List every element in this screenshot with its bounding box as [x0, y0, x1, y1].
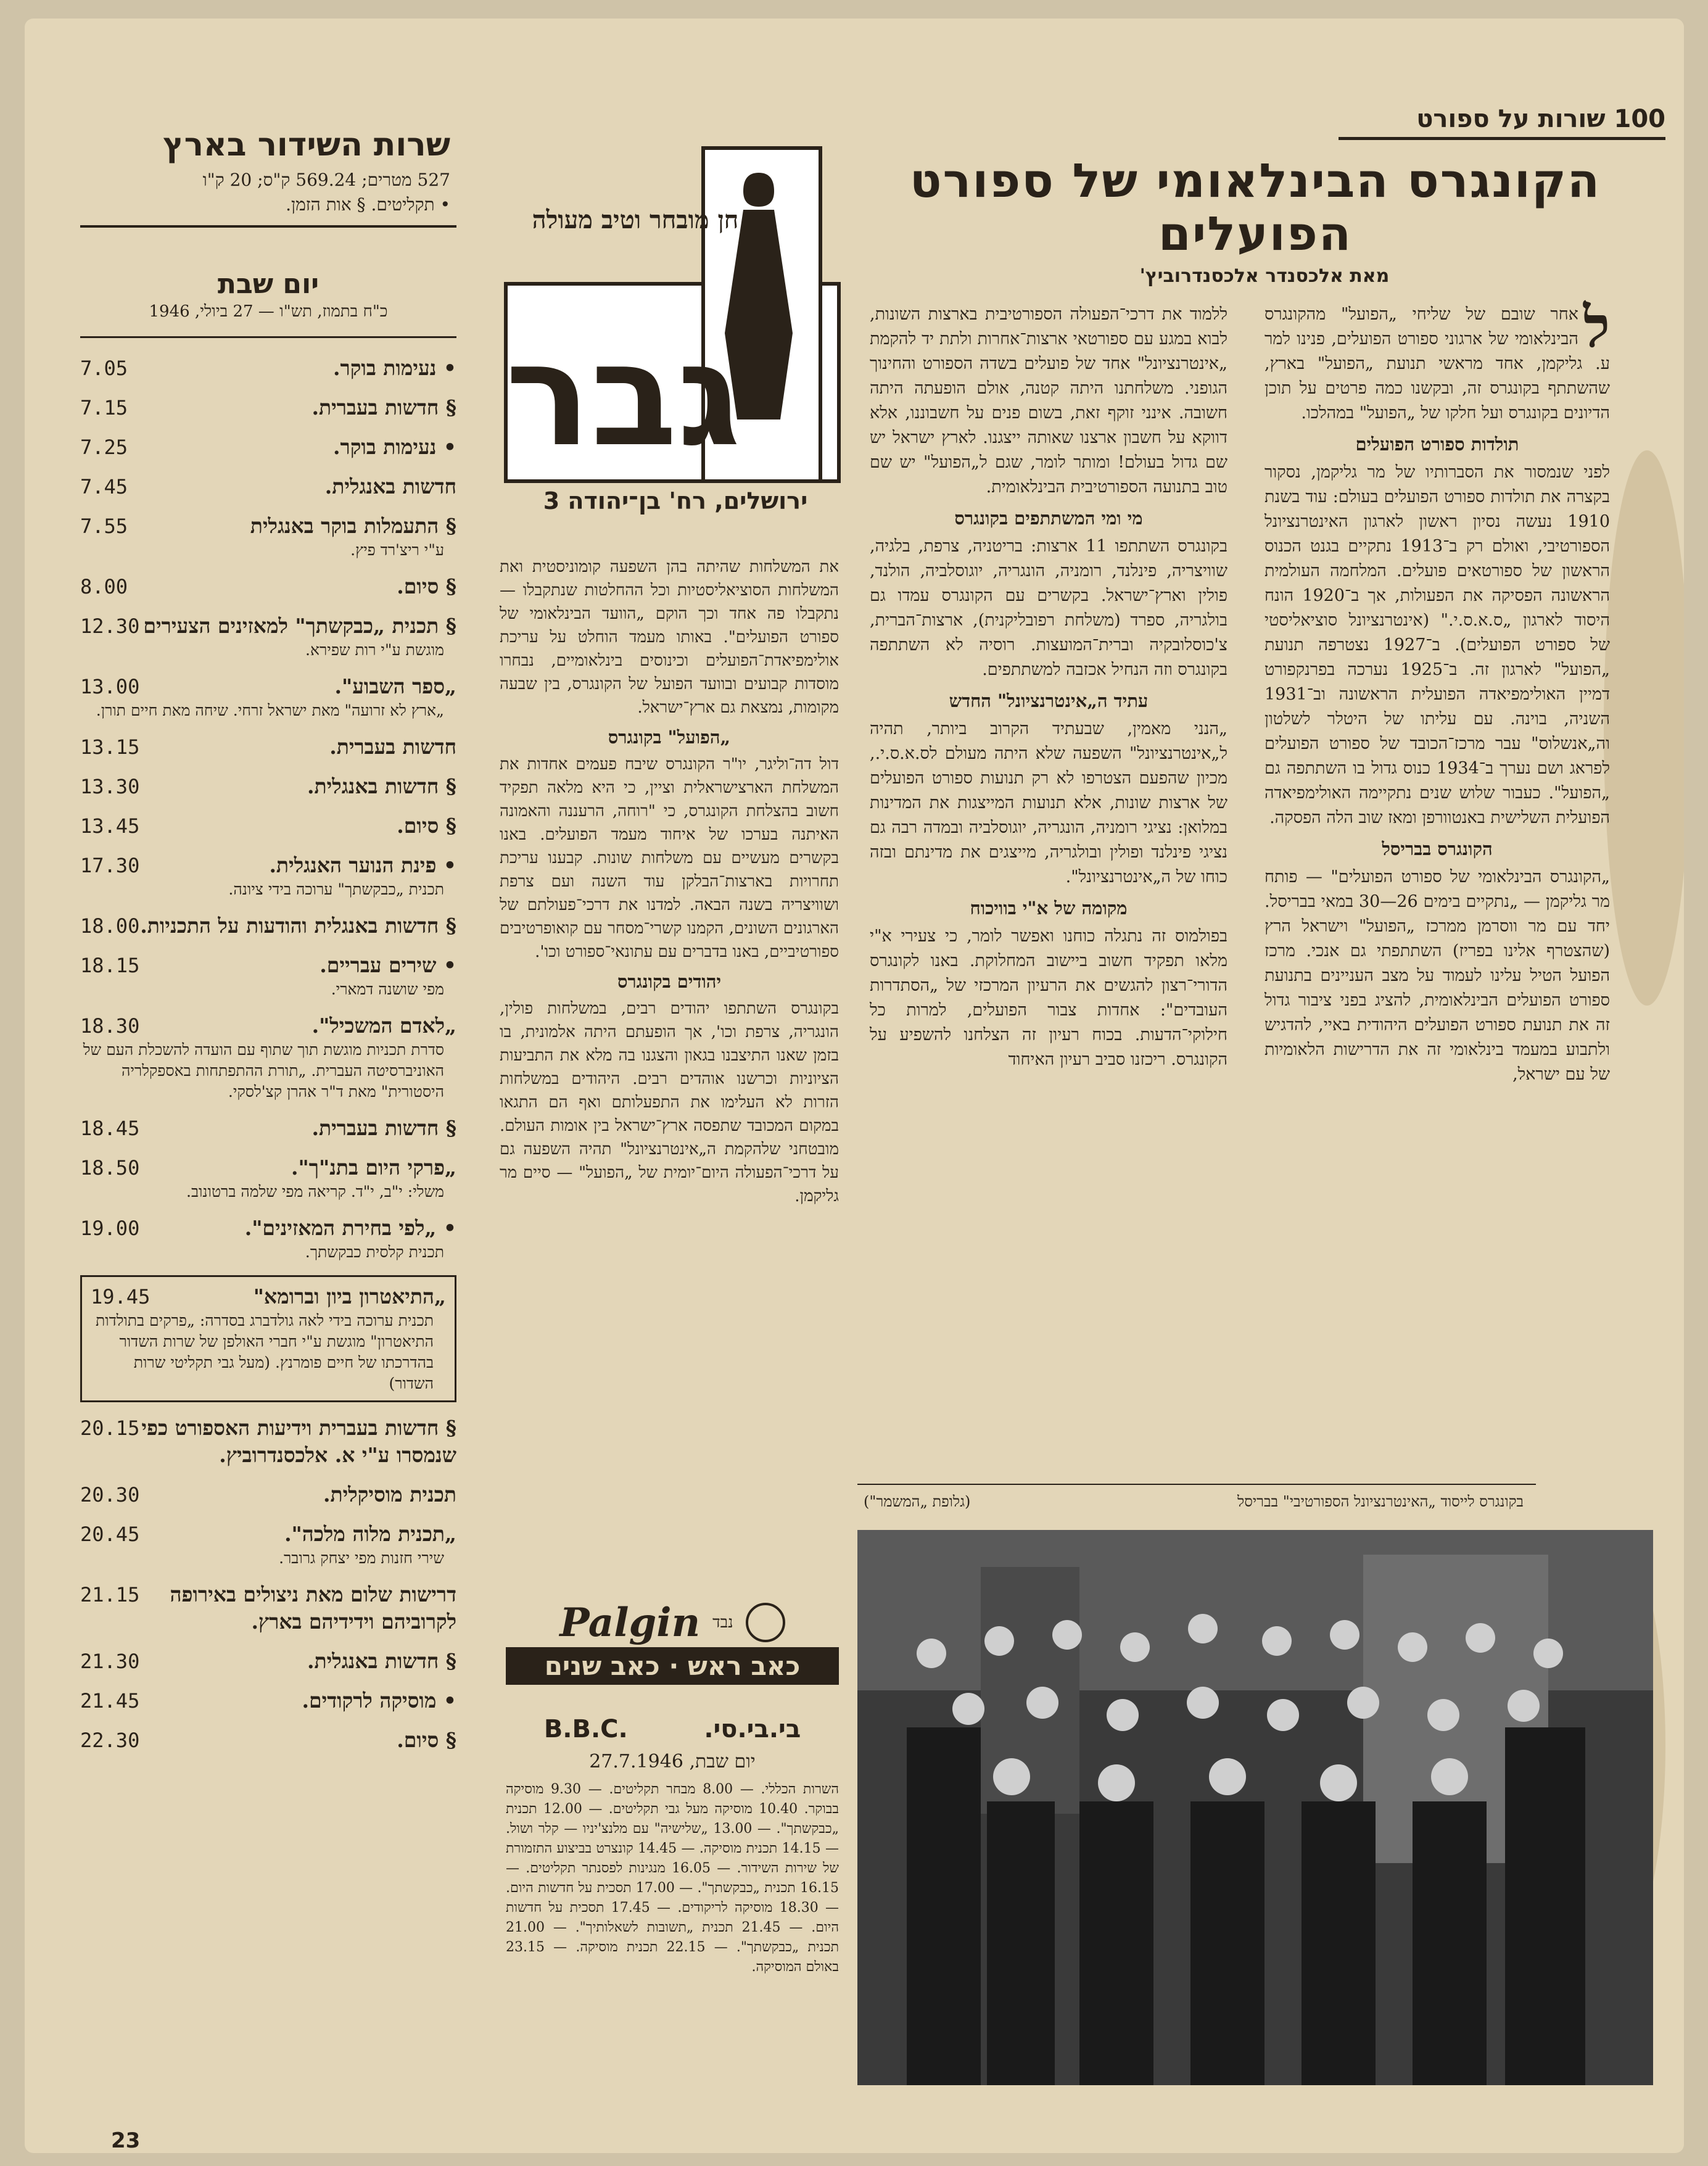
schedule-item	[80, 1581, 456, 1635]
schedule-item-title: • נעימות בוקר.	[333, 435, 456, 459]
schedule-item-time: 13.45	[80, 814, 140, 838]
schedule-item	[80, 1521, 456, 1569]
schedule-item-main	[80, 912, 456, 940]
subheading: הקונגרס בבריסל	[1382, 838, 1493, 859]
schedule-item-main	[80, 1415, 456, 1469]
schedule-item-title: § סיום.	[397, 814, 456, 838]
schedule-item-note: „ארץ לא זרועה" מאת ישראל זרחי. שיחה מאת חיים תורן.	[96, 701, 444, 719]
schedule-item	[80, 1648, 456, 1675]
schedule-item-time: 8.00	[80, 575, 128, 598]
radio-legend: • תקליטים. § אות הזמן.	[286, 194, 450, 215]
ad-artwork	[500, 136, 845, 487]
bbc-schedule	[506, 1715, 839, 1977]
schedule-item-main	[80, 673, 456, 700]
schedule-item	[80, 734, 456, 761]
schedule-item-main	[80, 473, 456, 500]
radio-day: יום שבת	[217, 268, 320, 300]
radio-frequency: 527 מטרים; 569.24 ק"ס; 20 ק"ו	[202, 170, 450, 190]
palgin-logo: Palgin	[559, 1599, 701, 1646]
schedule-item	[80, 355, 456, 382]
schedule-item-title: „פרקי היום בתנ"ך".	[291, 1155, 456, 1180]
schedule-item-main	[80, 1481, 456, 1508]
schedule-item-main	[80, 613, 456, 640]
palgin-hebrew-name: נבד	[712, 1613, 733, 1632]
divider	[80, 336, 456, 338]
schedule-item-time: 20.45	[80, 1523, 140, 1546]
schedule-item-title: דרישות שלום מאת ניצולים באירופה לקרוביהם וידידיהם בארץ.	[170, 1582, 456, 1634]
drop-cap: ל	[1583, 294, 1610, 360]
schedule-item-time: 19.45	[91, 1285, 151, 1308]
schedule-item-main	[80, 1687, 456, 1714]
schedule-item-note: מפי שושנה דמארי.	[331, 980, 444, 998]
schedule-item	[80, 912, 456, 940]
schedule-item-title: § חדשות באנגלית והודעות על התכניות.	[140, 914, 456, 938]
schedule-item-title: „התיאטרון ביון וברומא"	[253, 1284, 446, 1308]
schedule-item-main	[80, 394, 456, 421]
schedule-item-title: חדשות בעברית.	[329, 735, 456, 759]
schedule-item-time: 18.30	[80, 1014, 140, 1038]
schedule-item	[80, 673, 456, 721]
schedule-item	[80, 1415, 456, 1469]
schedule-item-main	[80, 812, 456, 840]
group-photo-image	[857, 1530, 1653, 2085]
schedule-item-main	[80, 434, 456, 461]
schedule-item-time: 20.30	[80, 1483, 140, 1507]
schedule-item	[80, 1012, 456, 1102]
article-byline: מאת אלכסנדר אלכסנדרוביץ'	[1139, 265, 1390, 287]
schedule-item-time: 22.30	[80, 1729, 140, 1752]
schedule-item-time: 12.30	[80, 614, 140, 638]
schedule-item-note: משלי: י"ב, י"ד. קריאה מפי שלמה ברטונוב.	[186, 1183, 444, 1201]
ad-address: ירושלים, רח' בן־יהודה 3	[543, 487, 808, 515]
schedule-item-main	[80, 1215, 456, 1242]
ad-slogan: חן מובחר וטיב מעולה	[532, 205, 739, 234]
schedule-item-time: 18.00	[80, 914, 140, 938]
schedule-item-main	[80, 1581, 456, 1635]
schedule-item-time: 21.30	[80, 1650, 140, 1673]
schedule-item-title: תכנית מוסיקלית.	[323, 1482, 456, 1507]
schedule-item-title: § סיום.	[397, 1728, 456, 1752]
schedule-item-time: 7.45	[80, 475, 128, 498]
schedule-item-time: 17.30	[80, 854, 140, 877]
bbc-title-hebrew: בי.בי.סי.	[704, 1715, 801, 1743]
schedule-item-note: תכנית „כבקשתך" ערוכה בידי ציונה.	[228, 880, 444, 898]
section-kicker: 100 שורות על ספורט	[1339, 105, 1665, 140]
photo-caption	[864, 1493, 1524, 1511]
schedule-item-title: § חדשות בעברית.	[311, 1116, 456, 1140]
schedule-item-note: ע"י ריצ'רד פיץ.	[350, 541, 444, 559]
paragraph: לפני שנמסור את הסברותיו של מר גליקמן, נסקור בקצרה את תולדות ספורט הפועלים בעולם: עוד בשנת 1910 נעשה נסיון ראשון לארגון האינטרנציונל הספורטיבי, ואולם רק ב־1913 נתקיים בגנט הכנוס הראשון של ספורטאים פועלים. המלחמה העולמית הראשונה הפסיקה את הפעולות, אך ב־1920 הונח היסוד לארגון „ס.א.ס.י." (אינטרנציונל סוציאליסטי של ספורט הפועלים). ב־1927 נצטרפה תנועת „הפועל" לארגון זה. ב־1925 נערכה בפרנקפורט דמיין האולימפיאדה הפועלית הראשונה וב־1931 השניה, בוינה. עם עליתו של היטלר לשלטון וה„אנשלוס" עבר מרכז־הכובד של ספורט הפועלים לפראג ושם נערך ב־1934 כנוס גדול בו השתתפה גם „הפועל". כעבור שלוש שנים נתקיימה האולימפיאדה הפועלית השלישית באנטוורפן ומאז שוב הלה הפסקה.	[1264, 463, 1611, 827]
article-headline	[845, 154, 1665, 260]
subheading: עתיד ה„אינטרנציונל" החדש	[949, 690, 1149, 711]
schedule-item-time: 21.45	[80, 1689, 140, 1713]
divider	[857, 1484, 1536, 1485]
schedule-item-title: „לאדם המשכיל".	[311, 1014, 456, 1038]
headline-line-2: הפועלים	[1158, 206, 1353, 261]
palgin-advertisement	[506, 1598, 839, 1690]
bbc-body: השרות הכללי. — 8.00 מבחר תקליטים. — 9.30 מוסיקה בבוקר. 10.40 מוסיקה מעל גבי תקליטים. — 12.00 תכנית „כבקשתך". — 13.00 „שלישיה" עם מלנצ'יניו — קלר ושול. — 14.15 תכנית מוסיקה. — 14.45 קונצרט בביצוע התזמורת של שירות השידור. — 16.05 מנגינות לפסנתר תקליטים. — 16.15 תכנית „כבקשתך". — 17.00 תסכית על חדשות היום. — 18.30 מוסיקה לריקודים. — 17.45 תסכית על חדשות היום. — 21.45 תכנית „תשובות לשאלותיך". — 21.00 תכנית „כבקשתך". — 22.15 תכנית מוסיקה. — 23.15 באולם המוסיקה.	[506, 1782, 840, 1975]
palgin-slogan: כאב ראש · כאב שנים	[506, 1647, 839, 1685]
schedule-item-title: • נעימות בוקר.	[333, 356, 456, 380]
bbc-date: יום שבת, 27.7.1946	[589, 1751, 756, 1772]
schedule-item-time: 18.15	[80, 954, 140, 977]
schedule-item-main	[80, 1012, 456, 1040]
schedule-item-title: § התעמלות בוקר באנגלית	[250, 514, 456, 538]
schedule-item-title: • פינת הנוער האנגלית.	[269, 853, 456, 877]
schedule-item-title: • שירים עבריים.	[320, 953, 456, 977]
radio-date: כ"ח בתמוז, תש"ו — 27 ביולי, 1946	[149, 302, 388, 321]
schedule-item-main	[80, 1727, 456, 1754]
schedule-item-main	[80, 513, 456, 540]
magazine-page	[25, 19, 1684, 2153]
schedule-item-time: 20.15	[80, 1416, 140, 1440]
schedule-item-note: סדרת תכניות מוגשת תוך שתוף עם הועדה להשכלת העם של האוניברסיטה העברית. „תורת ההתפתחות באספקלריה היסטורית" מאת ד"ר אהרן קצ'לסקי.	[83, 1041, 444, 1101]
schedule-item-main	[80, 734, 456, 761]
schedule-item	[80, 1154, 456, 1202]
caption-text: בקונגרס לייסוד „האינטרנציונל הספורטיבי" בבריסל	[1237, 1493, 1524, 1510]
schedule-item-note: שירי חזנות מפי יצחק גרובר.	[279, 1549, 444, 1567]
schedule-item-title: § סיום.	[397, 574, 456, 598]
schedule-item	[80, 613, 456, 661]
schedule-item-title: § חדשות באנגלית.	[307, 774, 456, 798]
schedule-item-time: 18.45	[80, 1117, 140, 1140]
schedule-item-time: 13.00	[80, 675, 140, 698]
schedule-item	[80, 573, 456, 600]
paragraph: בקונגרס השתתפו 11 ארצות: בריטניה, צרפת, בלגיה, שוויצריה, פינלנד, רומניה, הונגריה, יוגוסלביה, הולנד, פולין וארץ־ישראל. בקשרים עם הקונגרס עמדו גם בולגריה, ספרד (משלחת רפובליקנית), ארצות־הברית, צ'כוסלובקיה וברית־המועצות. רוסיה לא השתתפה בקונגרס וזה הנחיל אכזבה למשתתפים.	[870, 537, 1227, 679]
schedule-item-main	[80, 773, 456, 800]
schedule-item-main	[80, 1648, 456, 1675]
paragraph: בקונגרס השתתפו יהודים רבים, במשלחות פולין, הונגריה, צרפת וכו', אך הופעתם היתה אלמונית, בו בזמן שאנו התיצבנו בגאון והצגנו בה מלא את התביעות הציוניות וכרשנו אוהדים רבים. היהודים במשלחות הזרות לא העלימו את התפעלותם ואף הם התגאו במקום המכובד שתפסה ארץ־ישראל בין אומות העולם. מובטחני שלהקמת ה„אינטרנציונל" תהיה השפעה גם על דרכי־הפעולה היום־יומית של „הפועל" — סיים מר גליקמן.	[500, 999, 839, 1205]
schedule-item-time: 19.00	[80, 1217, 140, 1240]
schedule-item-note: מוגשת ע"י רות שפירא.	[305, 641, 444, 659]
page-number: 23	[111, 2128, 141, 2153]
schedule-item-title: • „לפי בחירת המאזינים".	[244, 1216, 456, 1240]
schedule-item-main	[80, 852, 456, 879]
schedule-item-time: 21.15	[80, 1583, 140, 1606]
radio-schedule-list	[80, 355, 456, 1766]
page-stain	[1604, 450, 1684, 1006]
schedule-item-note: תכנית קלסית כבקשתך.	[305, 1243, 444, 1261]
bbc-title-latin: B.B.C.	[543, 1715, 628, 1743]
schedule-item-title: § תכנית „כבקשתך" למאזינים הצעירים	[143, 614, 456, 638]
subheading: יהודים בקונגרס	[617, 971, 722, 992]
schedule-item-main	[80, 1115, 456, 1142]
ad-brand: גבר	[505, 313, 741, 478]
subheading: תולדות ספורט הפועלים	[1355, 434, 1519, 455]
article-column-2	[870, 302, 1227, 1077]
schedule-item	[80, 1687, 456, 1714]
schedule-item-main	[91, 1283, 446, 1310]
headline-line-1: הקונגרס הבינלאומי של ספורט	[909, 153, 1601, 208]
article-column-1	[1264, 294, 1611, 1092]
paragraph: אחר שובם של שליחי „הפועל" מהקונגרס הבינלאומי של ארגוני ספורט הפועלים, פנינו למר ע. גליקמן, אחד מראשי תנועת „הפועל" בארץ, שהשתתף בקונגרס זה, ובקשנו כמה פרטים על תוכן הדיונים בקונגרס ועל חלקו של „הפועל" במהלכו.	[1264, 305, 1610, 423]
group-photo	[857, 1530, 1653, 2085]
radio-section-title: שרות השידור בארץ	[163, 126, 450, 163]
schedule-item	[80, 513, 456, 561]
schedule-item-title: „תכנית מלוה מלכה".	[284, 1522, 456, 1546]
schedule-item-main	[80, 1521, 456, 1548]
paragraph: דול דה־וליגר, יו"ר הקונגרס שיבח פעמים אחדות את המשלחת הארצישראלית וציין, כי היא מלאה תפקיד חשוב בהצלחת הקונגרס, כי "רוחה, הרעננה והאמונה האיתנה בערכו של איחוד מעמד הפועלים. באנו בקשרים מעשיים עם משלחות שונות. קבענו עריכת תחרויות בארצות־הבלקן עוד השנה ועם צרפת ושוויצריה בשנה הבאה. למדנו את דרכי־פעולתם של הארגונים השונים, הקמנו קשרי־מסחר עם קואופרטיבים ספורטיביים, באנו בדברים עם עתונאי־ספורט וכו'.	[500, 755, 839, 961]
caption-credit: (גלופת „המשמר")	[864, 1493, 971, 1510]
schedule-item-time: 13.30	[80, 775, 140, 798]
schedule-item-time: 7.05	[80, 357, 128, 380]
paragraph: את המשלחות שהיתה בהן השפעה קומוניסטית ואת המשלחות הסוציאליסטיות וכל ההחלטות שנתקבלו — נתקבלו פה אחד וכך הוקם „הוועד הבינלאומי של ספורט הפועלים". באותו מעמד הוחלט על עריכת אולימפיאדת־הפועלים וכינוסים בינלאומיים, נבחרו מוסדות קבועים ובוועד הפועל של הקונגרס, בין שבעה מקומות, נמצאת גם ארץ־ישראל.	[500, 558, 839, 717]
schedule-item-title: § חדשות באנגלית.	[307, 1649, 456, 1673]
schedule-item-title: חדשות באנגלית.	[324, 474, 456, 498]
schedule-item-main	[80, 1154, 456, 1181]
schedule-item-time: 7.15	[80, 396, 128, 420]
schedule-item	[80, 1275, 456, 1402]
palgin-seal-icon	[746, 1603, 785, 1642]
schedule-item	[80, 434, 456, 461]
schedule-item-time: 7.55	[80, 515, 128, 538]
schedule-item	[80, 812, 456, 840]
subheading: מי ומי המשתתפים בקונגרס	[954, 508, 1143, 529]
schedule-item	[80, 852, 456, 900]
schedule-item	[80, 1727, 456, 1754]
schedule-item	[80, 394, 456, 421]
paragraph: „הקונגרס הבינלאומי של ספורט הפועלים" — פותח מר גליקמן — „נתקיים בימים 26—30 במאי בבריסל. יחד עם מר ווסרמן ממרכז „הפועל" וישראל הרץ (שהצטרף אלינו בפריז) השתתפתי גם אנכי. מרכז הפועל הטיל עלינו לעמוד על מצב העניינים בתנועת ספורט הפועלים הבינלאומית, להציג בפני ציבור גדול זה את תנועת ספורט הפועלים היהודית באיי, להדגיש ולתבוע במעמד בינלאומי זה את הדרישות הלאומיות של עם ישראל,	[1264, 867, 1610, 1084]
schedule-item	[80, 1215, 456, 1263]
paragraph: ללמוד את דרכי־הפעולה הספורטיבית בארצות השונות, לבוא במגע עם ספורטאי ארצות־אחרות ולתת יד להקמת „אינטרנציונל" אחד של פועלים בשדה הספורט והחינוך הגופני. משלחתנו היתה קטנה, אולם הופעתה היתה חשובה. אינני זוקף זאת, בשום פנים על חשבוננו, אלא דווקא על חשבון ארצנו שאותה ייצגנו. לארץ ישראל יש שם גדול בעולם! ומותר לומר, שגם ל„הפועל" יש שם טוב בתנועה הספורטיבית הבינלאומית.	[870, 305, 1227, 497]
schedule-item	[80, 473, 456, 500]
paragraph: בפולמוס זה נתגלה כוחנו ואפשר לומר, כי צעירי א"י מלאו תפקיד חשוב ביישוב המחלוקת. באנו לקונגרס הדורי־רצון להגשים את הרעיון המרכזי של „הסתדרות העובדים": אחדות צבור הפועלים, למרות כל חילוקי־הדעות. בכוח רעיון זה הצלחנו להשפיע על הקונגרס. ריכזנו סביב רעיון האיחוד	[870, 927, 1227, 1069]
schedule-item-time: 18.50	[80, 1156, 140, 1180]
schedule-item	[80, 773, 456, 800]
schedule-item-title: § חדשות בעברית.	[311, 395, 456, 420]
schedule-item	[80, 952, 456, 1000]
article-column-3	[500, 555, 839, 1213]
schedule-item-time: 7.25	[80, 436, 128, 459]
schedule-item-main	[80, 573, 456, 600]
paragraph: „הנני מאמין, שבעתיד הקרוב ביותר, תהיה ל„אינטרנציונל" השפעה שלא היתה מעולם לס.א.ס.י., מכיון שהפעם הצטרפו לא רק תנועות ספורט הפועלים של ארצות שונות, אלא תנועות המייצגות את המדינות במלואן: נציגי רומניה, הונגריה, יוגוסלביה ובמדה רבה גם נציגי פינלנד ופולין ובולגריה, מייצגים את מדינתם ובזה כוחו של ה„אינטרנציונל".	[870, 719, 1227, 887]
subheading: „הפועל" בקונגרס	[608, 727, 731, 748]
schedule-item-title: § חדשות בעברית וידיעות האספורט כפי שנמסרו ע"י א. אלכסנדרוביץ.	[141, 1416, 456, 1467]
schedule-item	[80, 1115, 456, 1142]
schedule-item-note: תכנית ערוכה בידי לאה גולדברג בסדרה: „פרקים בתולדות התיאטרון" מוגשת ע"י חברי האולפן של שרות השדור בהדרכתו של חיים פומרנץ. (מעל גבי תקליטי שרות השדור)	[96, 1312, 434, 1392]
subheading: מקומה של א"י בוויכוח	[970, 898, 1128, 919]
schedule-item-main	[80, 355, 456, 382]
schedule-item-title: „ספר השבוע".	[334, 674, 456, 698]
schedule-item-main	[80, 952, 456, 979]
schedule-item-time: 13.15	[80, 735, 140, 759]
schedule-item-title: • מוסיקה לרקודים.	[302, 1689, 456, 1713]
schedule-item	[80, 1481, 456, 1508]
divider	[80, 225, 456, 228]
